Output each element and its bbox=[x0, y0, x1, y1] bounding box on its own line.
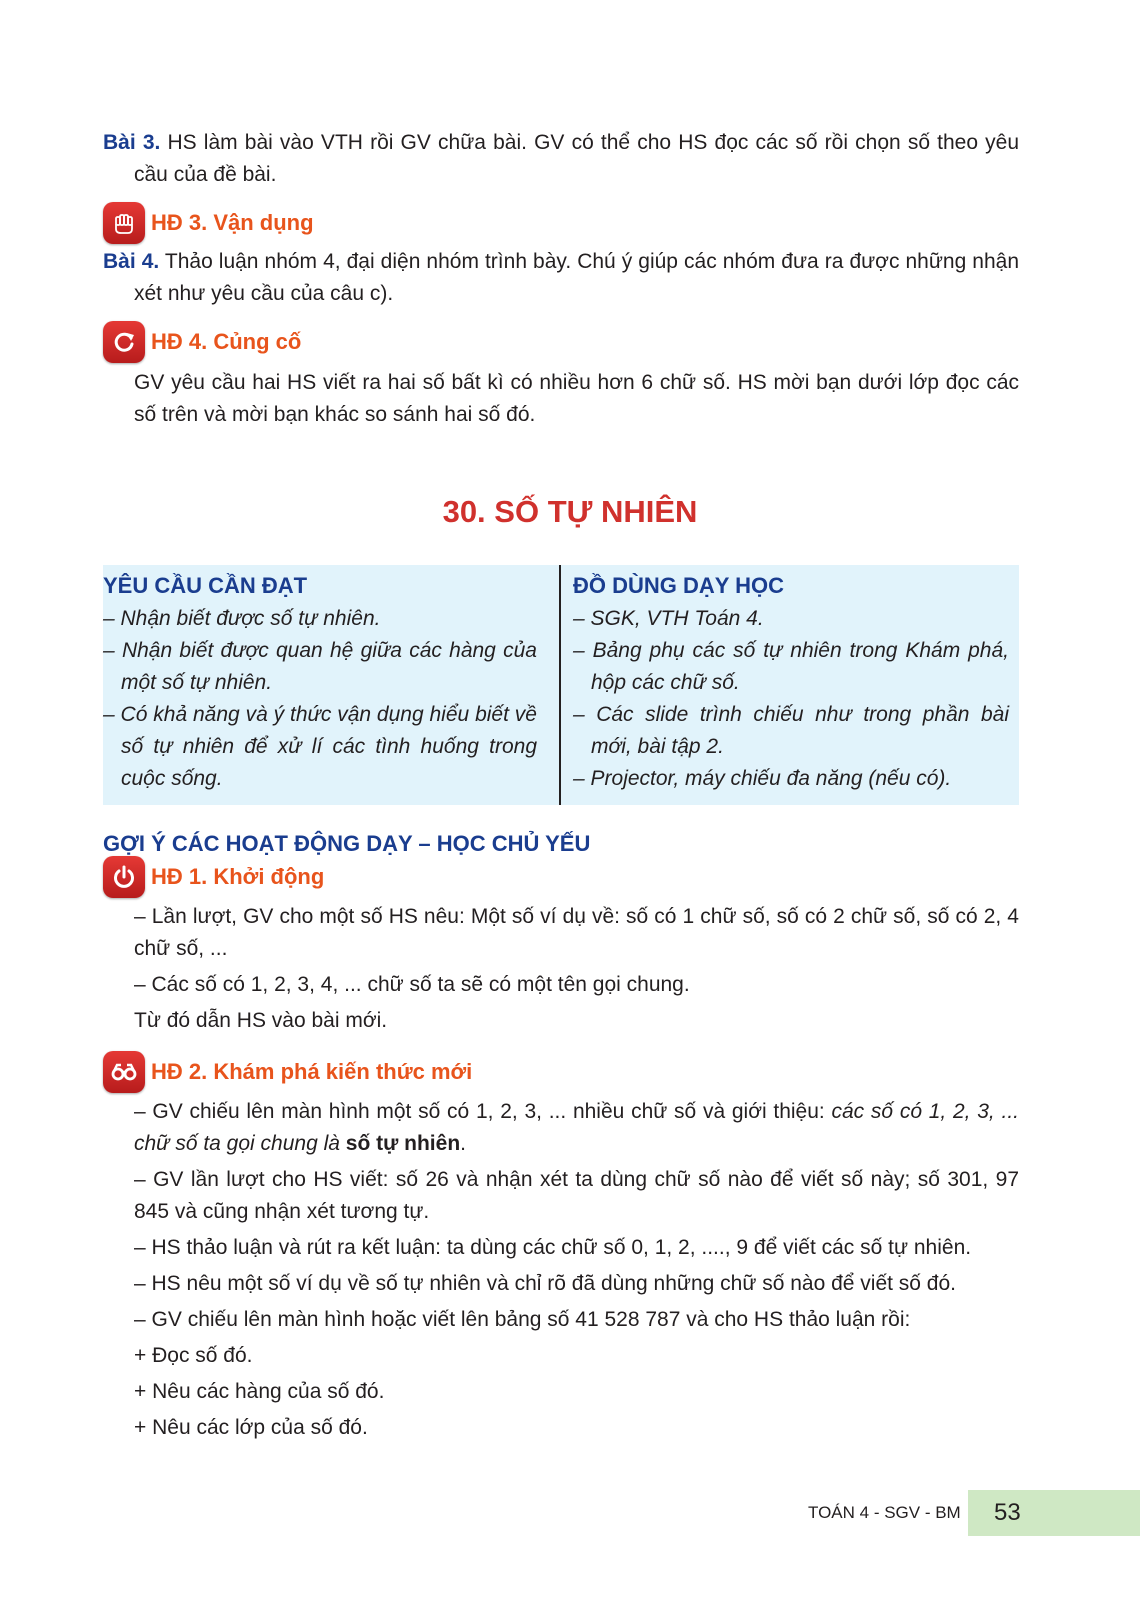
objectives-box bbox=[103, 565, 1019, 805]
activity-3-heading bbox=[103, 203, 314, 243]
requirements-heading: YÊU CẦU CẦN ĐẠT bbox=[103, 573, 308, 598]
material-item: – Các slide trình chiếu như trong phần bài mới, bài tập 2. bbox=[573, 703, 1009, 758]
activity-1-item: – Lần lượt, GV cho một số HS nêu: Một số ví dụ về: số có 1 chữ số, số có 2 chữ số, số có 2, 4 chữ số, ... bbox=[134, 905, 1019, 960]
exercise-4-label: Bài 4. bbox=[103, 250, 160, 273]
activity-2-item: + Đọc số đó. bbox=[134, 1344, 253, 1367]
activity-4-title: HĐ 4. Củng cố bbox=[151, 329, 302, 354]
activity-1-heading bbox=[103, 857, 324, 897]
activity-2-item: – HS thảo luận và rút ra kết luận: ta dùng các chữ số 0, 1, 2, ...., 9 để viết các số tự nhiên. bbox=[134, 1236, 972, 1259]
activity-1-item: – Các số có 1, 2, 3, 4, ... chữ số ta sẽ có một tên gọi chung. bbox=[134, 973, 690, 996]
page-number: 53 bbox=[994, 1499, 1021, 1526]
materials-column bbox=[561, 565, 1019, 805]
fist-icon bbox=[103, 202, 145, 244]
activity-4-body bbox=[103, 367, 1019, 431]
material-item: – SGK, VTH Toán 4. bbox=[573, 607, 764, 630]
materials-heading: ĐỒ DÙNG DẠY HỌC bbox=[573, 573, 785, 598]
requirement-item: – Nhận biết được quan hệ giữa các hàng của một số tự nhiên. bbox=[103, 639, 537, 694]
activity-2-item1-prefix: – GV chiếu lên màn hình một số có 1, 2, 3, ... nhiều chữ số và giới thiệu: bbox=[134, 1100, 832, 1123]
activity-2-item1-bold: số tự nhiên bbox=[345, 1132, 461, 1155]
exercise-4-text: Thảo luận nhóm 4, đại diện nhóm trình bày. Chú ý giúp các nhóm đưa ra được những nhận xét như yêu cầu của câu c). bbox=[134, 250, 1020, 305]
activity-2-heading bbox=[103, 1052, 472, 1092]
activity-1-body bbox=[134, 901, 1019, 1041]
power-icon bbox=[103, 856, 145, 898]
exercise-3-text: HS làm bài vào VTH rồi GV chữa bài. GV có thể cho HS đọc các số rồi chọn số theo yêu cầu của đề bài. bbox=[134, 131, 1020, 186]
activity-2-item: – GV chiếu lên màn hình hoặc viết lên bảng số 41 528 787 và cho HS thảo luận rồi: bbox=[134, 1308, 911, 1331]
lesson-title: 30. SỐ TỰ NHIÊN bbox=[442, 494, 698, 529]
activity-2-item1-suffix: . bbox=[460, 1132, 466, 1155]
material-item: – Projector, máy chiếu đa năng (nếu có). bbox=[573, 767, 952, 790]
requirement-item: – Nhận biết được số tự nhiên. bbox=[103, 607, 381, 630]
activity-2-item: + Nêu các lớp của số đó. bbox=[134, 1416, 368, 1439]
activity-3-title: HĐ 3. Vận dụng bbox=[151, 210, 314, 235]
activity-4-heading bbox=[103, 322, 301, 362]
footer-book-title: TOÁN 4 - SGV - BM bbox=[808, 1503, 961, 1522]
exercise-4 bbox=[103, 246, 1019, 310]
activity-2-item bbox=[134, 1096, 1019, 1160]
material-item: – Bảng phụ các số tự nhiên trong Khám phá, hộp các chữ số. bbox=[573, 639, 1009, 694]
activity-2-item: – HS nêu một số ví dụ về số tự nhiên và chỉ rõ đã dùng những chữ số nào để viết số đó. bbox=[134, 1272, 957, 1295]
refresh-icon bbox=[103, 321, 145, 363]
activity-2-title: HĐ 2. Khám phá kiến thức mới bbox=[151, 1059, 473, 1084]
requirements-column bbox=[103, 565, 561, 805]
exercise-3 bbox=[103, 127, 1019, 191]
activity-4-text: GV yêu cầu hai HS viết ra hai số bất kì có nhiều hơn 6 chữ số. HS mời bạn dưới lớp đọc các số trên và mời bạn khác so sánh hai số đó. bbox=[134, 371, 1019, 426]
activity-2-item: – GV lần lượt cho HS viết: số 26 và nhận xét ta dùng chữ số nào để viết số này; số 301, 97 845 và cũng nhận xét tương tự. bbox=[134, 1168, 1019, 1223]
activity-1-title: HĐ 1. Khởi động bbox=[151, 864, 325, 889]
activity-2-item1-italic: các số có 1, 2, 3, ... chữ số ta gọi chung là bbox=[134, 1100, 1019, 1155]
exercise-3-label: Bài 3. bbox=[103, 131, 161, 154]
activity-1-item: Từ đó dẫn HS vào bài mới. bbox=[134, 1009, 388, 1032]
activity-2-body bbox=[134, 1096, 1019, 1444]
binoculars-icon bbox=[103, 1051, 145, 1093]
activity-2-item: + Nêu các hàng của số đó. bbox=[134, 1380, 385, 1403]
activities-heading: GỢI Ý CÁC HOẠT ĐỘNG DẠY – HỌC CHỦ YẾU bbox=[103, 831, 591, 856]
requirement-item: – Có khả năng và ý thức vận dụng hiểu biết về số tự nhiên để xử lí các tình huống trong cuộc sống. bbox=[103, 703, 537, 790]
